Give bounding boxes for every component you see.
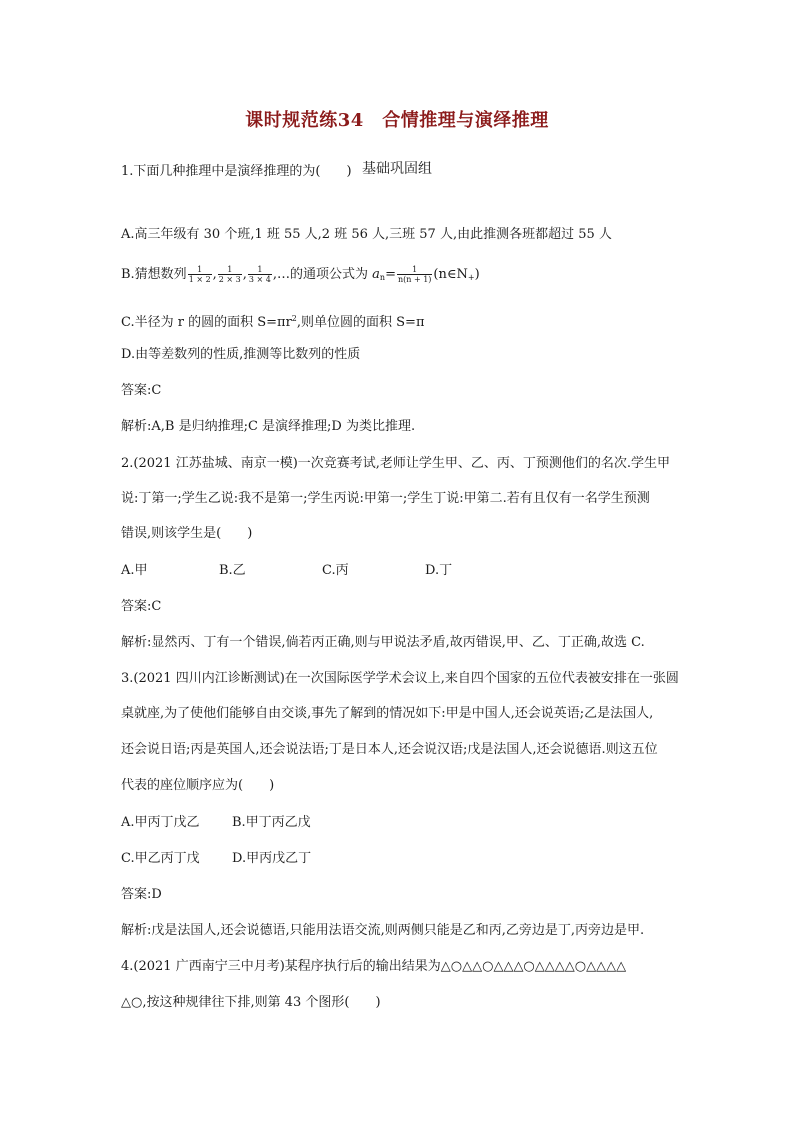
q3-stem-line1: 3.(2021 四川内江诊断测试)在一次国际医学学术会议上,来自四个国家的五位代表被安排在一张圆 xyxy=(121,671,679,686)
q3-options-row1 xyxy=(121,814,311,832)
q2-option-d: D.丁 xyxy=(425,563,453,578)
q1-b-suffix: (n∈N xyxy=(433,267,468,282)
q2-analysis: 解析:显然丙、丁有一个错误,倘若丙正确,则与甲说法矛盾,故丙错误,甲、乙、丁正确,故选 C. xyxy=(121,635,645,650)
q2-options xyxy=(121,562,452,580)
q2-answer: 答案:C xyxy=(121,599,162,614)
q1-answer: 答案:C xyxy=(121,383,162,398)
fraction: $\frac{1}{2 \times 3}$ xyxy=(218,265,241,284)
q1-option-a: A.高三年级有 30 个班,1 班 55 人,2 班 56 人,三班 57 人,由此推测各班都超过 55 人 xyxy=(121,227,612,242)
page-title: 课时规范练34 合情推理与演绎推理 xyxy=(245,110,549,131)
q4-stem-line2: △○,按这种规律往下排,则第 43 个图形( ) xyxy=(121,995,381,1010)
q1-b-suffix-sub: + xyxy=(467,273,475,282)
fraction: $\frac{1}{n(n + 1)}$ xyxy=(397,265,432,284)
q1-b-eq: = xyxy=(385,267,396,282)
q3-option-d: D.甲丙戊乙丁 xyxy=(232,851,312,866)
q1-b-an: a xyxy=(372,267,380,282)
q1-option-c: C.半径为 r 的圆的面积 $S=\pi r^2$,则单位圆的面积 S=π xyxy=(121,314,425,330)
q1-b-prefix: B.猜想数列 xyxy=(121,267,187,282)
q1-analysis: 解析:A,B 是归纳推理;C 是演绎推理;D 为类比推理. xyxy=(121,419,416,434)
q2-option-c: C.丙 xyxy=(322,563,349,578)
q3-option-a: A.甲丙丁戊乙 xyxy=(121,815,200,830)
section-heading: 基础巩固组 xyxy=(362,161,432,177)
q3-options-row2 xyxy=(121,850,311,868)
q1-b-close: ) xyxy=(474,267,480,282)
q1-stem: 1.下面几种推理中是演绎推理的为( ) xyxy=(121,164,352,179)
q3-option-b: B.甲丁丙乙戊 xyxy=(232,815,311,830)
q2-stem-line3: 错误,则该学生是( ) xyxy=(121,526,253,541)
q3-stem-line2: 桌就座,为了使他们能够自由交谈,事先了解到的情况如下:甲是中国人,还会说英语;乙是法国人, xyxy=(121,706,654,721)
q2-option-b: B.乙 xyxy=(219,563,246,578)
q4-stem-line1: 4.(2021 广西南宁三中月考)某程序执行后的输出结果为△○△△○△△△○△△△△○△△△△ xyxy=(121,959,627,974)
fraction: $\frac{1}{3 \times 4}$ xyxy=(248,265,271,284)
q2-stem-line1: 2.(2021 江苏盐城、南京一模)一次竞赛考试,老师让学生甲、乙、丙、丁预测他们的名次.学生甲 xyxy=(121,456,671,471)
q1-option-b: B.猜想数列 $\frac{1}{1 \times 2}$ , $\frac{1}{2 \times 3}$ , $\frac{1}{3 \times 4}$ ,…的通项公式为 $a_n=$ $\frac{1}{n(n + 1)}$ $(n\in N_+)$ xyxy=(121,265,480,284)
q1-b-an-sub: n xyxy=(379,273,386,282)
q2-option-a: A.甲 xyxy=(121,563,148,578)
fraction: $\frac{1}{1 \times 2}$ xyxy=(188,265,211,284)
q3-analysis: 解析:戊是法国人,还会说德语,只能用法语交流,则两侧只能是乙和丙,乙旁边是丁,丙旁边是甲. xyxy=(121,923,645,938)
q3-stem-line3: 还会说日语;丙是英国人,还会说法语;丁是日本人,还会说汉语;戊是法国人,还会说德语.则这五位 xyxy=(121,742,658,757)
q1-option-d: D.由等差数列的性质,推测等比数列的性质 xyxy=(121,347,361,362)
q1-b-mid: ,…的通项公式为 xyxy=(272,267,369,282)
q2-stem-line2: 说:丁第一;学生乙说:我不是第一;学生丙说:甲第一;学生丁说:甲第二.若有且仅有一名学生预测 xyxy=(121,491,650,506)
q3-option-c: C.甲乙丙丁戊 xyxy=(121,851,200,866)
q3-stem-line4: 代表的座位顺序应为( ) xyxy=(121,778,275,793)
q3-answer: 答案:D xyxy=(121,887,162,902)
